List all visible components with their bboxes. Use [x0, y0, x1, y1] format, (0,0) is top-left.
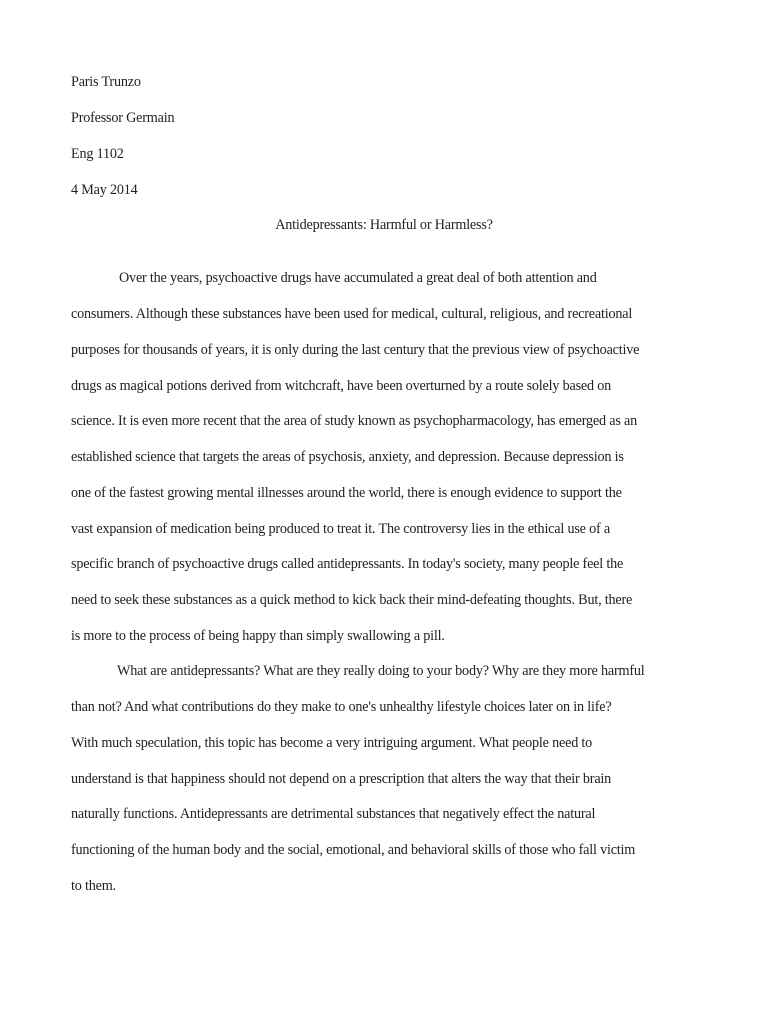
paragraph-line: is more to the process of being happy than simply swallowing a pill. — [71, 628, 445, 644]
course-name: Eng 1102 — [71, 146, 124, 162]
paragraph-line: functioning of the human body and the social, emotional, and behavioral skills of those who fall victim — [71, 842, 636, 858]
paragraph-line: drugs as magical potions derived from witchcraft, have been overturned by a route solely based on — [71, 378, 612, 394]
paragraph-line: one of the fastest growing mental illnesses around the world, there is enough evidence to support the — [71, 485, 622, 501]
instructor-name: Professor Germain — [71, 110, 175, 126]
paragraph-line: understand is that happiness should not depend on a prescription that alters the way that their brain — [71, 771, 612, 787]
paragraph-line: specific branch of psychoactive drugs called antidepressants. In today's society, many people feel the — [71, 556, 624, 572]
essay-title: Antidepressants: Harmful or Harmless? — [275, 217, 493, 233]
paragraph-line: to them. — [71, 878, 116, 894]
paragraph-line: consumers. Although these substances have been used for medical, cultural, religious, and recreational — [71, 306, 633, 322]
paragraph-line: vast expansion of medication being produced to treat it. The controversy lies in the ethical use of a — [71, 521, 610, 537]
paragraph-line: need to seek these substances as a quick method to kick back their mind-defeating thoughts. But, there — [71, 592, 633, 608]
document-date: 4 May 2014 — [71, 182, 138, 198]
paragraph-line: than not? And what contributions do they make to one's unhealthy lifestyle choices later on in life? — [71, 699, 612, 715]
paragraph-line: Over the years, psychoactive drugs have accumulated a great deal of both attention and — [119, 270, 597, 286]
author-name: Paris Trunzo — [71, 74, 141, 90]
paragraph-line: What are antidepressants? What are they really doing to your body? Why are they more harmful — [117, 663, 645, 679]
paragraph-line: purposes for thousands of years, it is only during the last century that the previous view of psychoactive — [71, 342, 640, 358]
paragraph-line: science. It is even more recent that the area of study known as psychopharmacology, has emerged as an — [71, 413, 638, 429]
paragraph-line: With much speculation, this topic has become a very intriguing argument. What people need to — [71, 735, 593, 751]
paragraph-line: naturally functions. Antidepressants are detrimental substances that negatively effect the natural — [71, 806, 596, 822]
paragraph-line: established science that targets the areas of psychosis, anxiety, and depression. Because depression is — [71, 449, 624, 465]
